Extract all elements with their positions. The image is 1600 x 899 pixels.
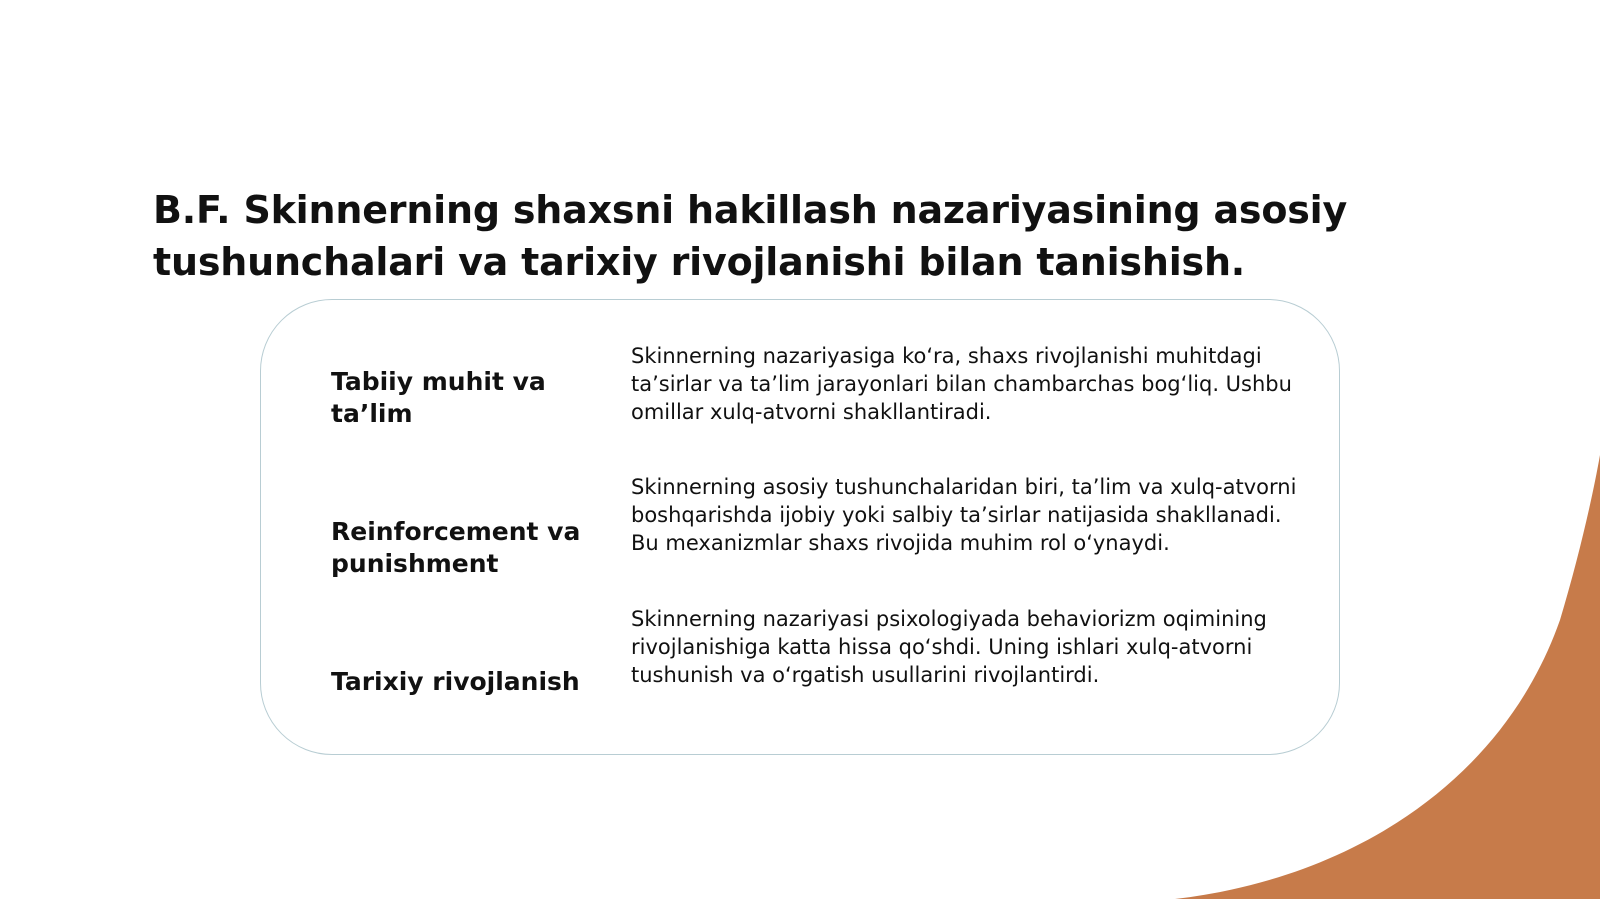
row-label-tabiiy-muhit: Tabiiy muhit va ta’lim bbox=[331, 367, 546, 428]
row-description-reinforcement: Skinnerning asosiy tushunchalaridan biri, ta’lim va xulq-atvorni boshqarishda ijobiy yoki salbiy ta’sirlar natijasida shakllanadi. Bu mexanizmlar shaxs rivojida muhim rol o‘ynaydi. bbox=[631, 475, 1297, 555]
page-title: B.F. Skinnerning shaxsni hakillash nazariyasining asosiy tushunchalari va tarixiy rivojlanishi bilan tanishish. bbox=[153, 188, 1348, 284]
row-description-tabiiy-muhit: Skinnerning nazariyasiga ko‘ra, shaxs rivojlanishi muhitdagi ta’sirlar va ta’lim jarayonlari bilan chambarchas bog‘liq. Ushbu omillar xulq-atvorni shakllantiradi. bbox=[631, 344, 1292, 424]
row-label-reinforcement: Reinforcement va punishment bbox=[331, 517, 581, 578]
row-description-tarixiy-rivojlanish: Skinnerning nazariyasi psixologiyada behaviorizm oqimining rivojlanishiga katta hissa qo‘shdi. Uning ishlari xulq-atvorni tushunish va o‘rgatish usullarini rivojlantirdi. bbox=[631, 607, 1267, 687]
row-label-tarixiy-rivojlanish: Tarixiy rivojlanish bbox=[331, 667, 580, 696]
